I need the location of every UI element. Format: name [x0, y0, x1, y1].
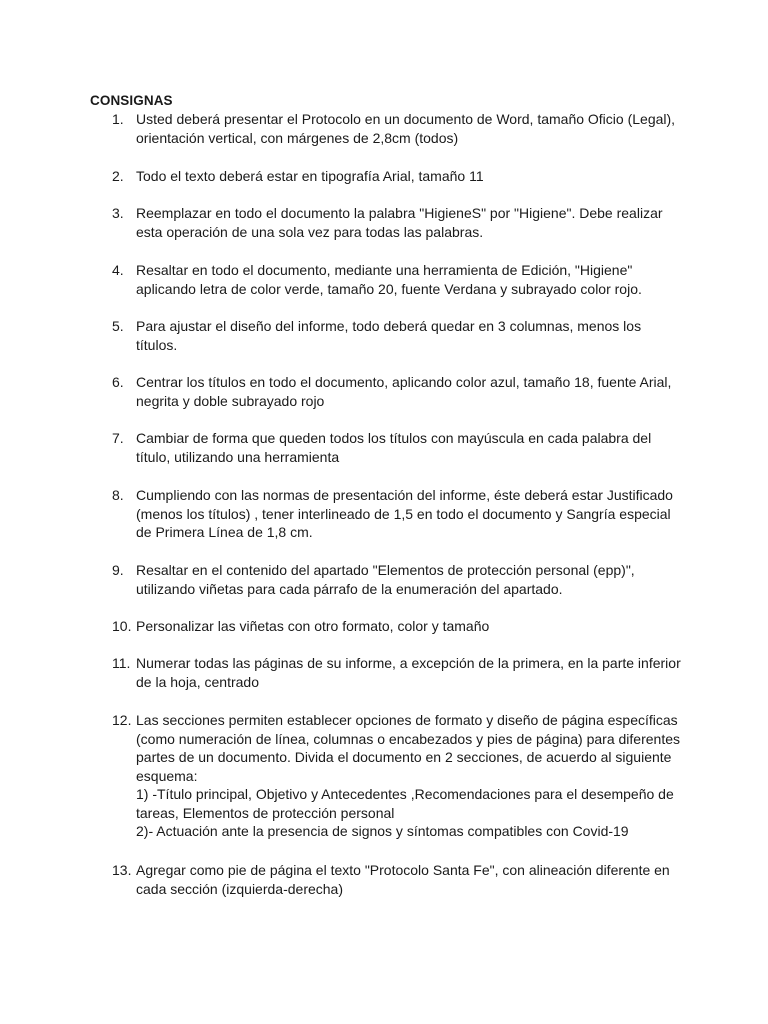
list-item-number: 1. — [112, 111, 124, 127]
list-item-text — [136, 110, 682, 147]
list-item-line: Resaltar en todo el documento, mediante una herramienta de Edición, "Higiene" — [136, 262, 633, 278]
list-item-line: utilizando viñetas para cada párrafo de la enumeración del apartado. — [136, 580, 563, 597]
list-item-number: 9. — [112, 562, 124, 578]
list-item-text — [136, 261, 682, 298]
list-item-line: Reemplazar en todo el documento la palabra "HigieneS" por "Higiene". Debe realizar — [136, 205, 663, 221]
list-item-line: Agregar como pie de página el texto "Protocolo Santa Fe", con alineación diferente en — [136, 862, 670, 878]
list-item — [112, 261, 682, 298]
list-item — [112, 110, 682, 147]
list-item-line: Resaltar en el contenido del apartado "Elementos de protección personal (epp)", — [136, 562, 635, 578]
list-item-number: 2. — [112, 168, 124, 184]
list-item-number: 8. — [112, 487, 124, 503]
list-item-text — [136, 429, 682, 466]
list-item-number: 3. — [112, 205, 124, 221]
list-item-line: esquema: — [136, 767, 198, 784]
list-item — [112, 486, 682, 542]
document-heading: CONSIGNAS — [90, 93, 173, 108]
list-item-line: Todo el texto deberá estar en tipografía Arial, tamaño 11 — [136, 168, 484, 184]
list-item-number: 5. — [112, 318, 124, 334]
list-item-line: orientación vertical, con márgenes de 2,8cm (todos) — [136, 129, 459, 146]
list-item — [112, 861, 682, 898]
list-item-text — [136, 373, 682, 410]
list-item-text — [136, 654, 682, 691]
list-item-line: Numerar todas las páginas de su informe, a excepción de la primera, en la parte inferior — [136, 655, 681, 671]
list-item — [112, 204, 682, 241]
list-item-line: títulos. — [136, 336, 178, 353]
list-item-line: (menos los títulos) , tener interlineado de 1,5 en todo el documento y Sangría especial — [136, 505, 671, 522]
list-item — [112, 167, 682, 186]
list-item-text — [136, 167, 682, 186]
list-item-line: Usted deberá presentar el Protocolo en un documento de Word, tamaño Oficio (Legal), — [136, 111, 676, 127]
list-item-number: 10. — [112, 618, 132, 634]
list-item-number: 4. — [112, 262, 124, 278]
list-item-number: 11. — [112, 655, 131, 671]
list-item-line: 2)- Actuación ante la presencia de signos y síntomas compatibles con Covid-19 — [136, 823, 629, 839]
list-item-line: esta operación de una sola vez para todas las palabras. — [136, 223, 484, 240]
list-item-text — [136, 204, 682, 241]
list-item-line: de la hoja, centrado — [136, 673, 259, 690]
list-item-line: Centrar los títulos en todo el documento, aplicando color azul, tamaño 18, fuente Arial, — [136, 374, 672, 390]
list-item — [112, 373, 682, 410]
list-item-line: Para ajustar el diseño del informe, todo deberá quedar en 3 columnas, menos los — [136, 318, 642, 334]
list-item-number: 7. — [112, 430, 124, 446]
list-item-text — [136, 617, 682, 636]
list-item-line: (como numeración de línea, columnas o encabezados y pies de página) para diferentes — [136, 730, 680, 747]
list-item-number: 13. — [112, 862, 132, 878]
list-item-line: tareas, Elementos de protección personal — [136, 804, 395, 821]
list-item-line: Cumpliendo con las normas de presentación del informe, éste deberá estar Justificado — [136, 487, 673, 503]
list-item-text — [136, 711, 682, 841]
list-item-line: Las secciones permiten establecer opciones de formato y diseño de página específicas — [136, 712, 678, 728]
list-item-text — [136, 486, 682, 542]
list-item — [112, 317, 682, 354]
list-item-number: 12. — [112, 712, 132, 728]
list-item-line: cada sección (izquierda-derecha) — [136, 880, 343, 897]
list-item-text — [136, 317, 682, 354]
list-item-line: negrita y doble subrayado rojo — [136, 392, 325, 409]
list-item-text — [136, 561, 682, 598]
list-item — [112, 711, 682, 841]
list-item-line: título, utilizando una herramienta — [136, 448, 340, 465]
list-item — [112, 654, 682, 691]
list-item-line: aplicando letra de color verde, tamaño 20, fuente Verdana y subrayado color rojo. — [136, 280, 642, 297]
list-item-number: 6. — [112, 374, 124, 390]
list-item — [112, 429, 682, 466]
list-item-line: 1) -Título principal, Objetivo y Antecedentes ,Recomendaciones para el desempeño de — [136, 786, 674, 802]
list-item — [112, 561, 682, 598]
list-item-text — [136, 861, 682, 898]
list-item-line: de Primera Línea de 1,8 cm. — [136, 524, 313, 540]
list-item — [112, 617, 682, 636]
list-item-line: partes de un documento. Divida el documento en 2 secciones, de acuerdo al siguiente — [136, 749, 672, 765]
list-item-line: Personalizar las viñetas con otro formato, color y tamaño — [136, 618, 490, 634]
list-item-line: Cambiar de forma que queden todos los títulos con mayúscula en cada palabra del — [136, 430, 652, 446]
